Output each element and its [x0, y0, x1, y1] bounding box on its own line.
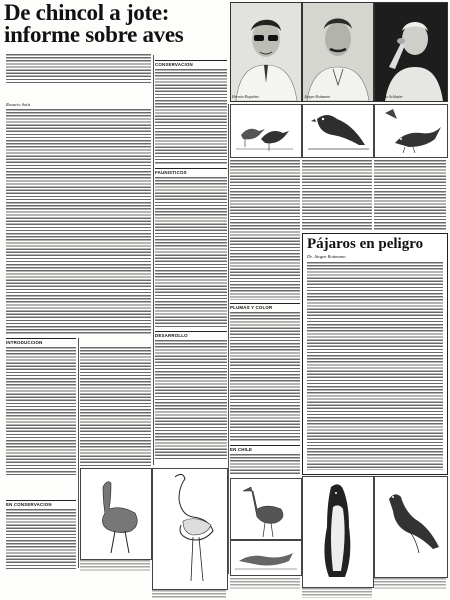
photo-caption-1: Hernán Riquelme	[232, 95, 259, 99]
penguin-drawing-icon	[302, 476, 374, 588]
column-rule	[153, 55, 154, 465]
small-birds-drawing-icon	[230, 104, 302, 158]
article-body-col3c	[230, 454, 300, 474]
subhead-conservacion: CONSERVACION	[155, 60, 227, 67]
stork-drawing-icon	[230, 478, 302, 540]
headline-line-2: informe sobre aves	[4, 22, 184, 47]
sidebar-byline: Dr. Jürgen Rottmann	[307, 254, 346, 259]
sidebar-body	[307, 262, 443, 470]
subhead-faunisticos: FAUNISTICOS	[155, 168, 227, 175]
column-rule	[228, 104, 229, 574]
article-lead	[6, 54, 151, 84]
subhead-en-conservacion: EN CONSERVACION	[6, 500, 76, 507]
caption-penguin	[302, 588, 372, 598]
flamingo-drawing-icon	[152, 468, 228, 590]
caption-flamingo	[152, 590, 226, 598]
rhea-drawing-icon	[80, 468, 152, 560]
subhead-plumas-y-color: PLUMAS Y COLOR	[230, 303, 300, 310]
article-body-col2	[155, 69, 227, 164]
article-body-col1b	[80, 347, 151, 475]
wader-drawing-icon	[230, 540, 302, 576]
sidebar-title: Pájaros en peligro	[307, 236, 424, 252]
perched-bird-drawing-icon	[302, 104, 374, 158]
sidebar-box	[302, 233, 448, 475]
column-rule	[78, 338, 79, 568]
hawk-drawing-icon	[374, 104, 448, 158]
article-headline	[4, 2, 222, 46]
caption-rhea	[80, 560, 150, 572]
photo-caption-2: Jürgen Rottmann	[304, 95, 331, 99]
subhead-en-chile: EN CHILE	[230, 445, 300, 452]
article-body-col5	[374, 160, 446, 230]
article-body-col1c	[6, 509, 76, 569]
article-body-col3	[230, 160, 300, 300]
pheasant-drawing-icon	[374, 476, 448, 578]
article-body-col1	[6, 109, 151, 334]
article-body-col3b	[230, 312, 300, 442]
photo-caption-3: Roberto Schlatter	[376, 95, 403, 99]
article-body-col2c	[155, 340, 227, 460]
caption-stork	[230, 578, 300, 590]
article-body-col2b	[155, 177, 227, 327]
caption-pheasant	[374, 578, 446, 590]
subhead-introduccion: INTRODUCCION	[6, 338, 76, 345]
subhead-desarrollo: DESARROLLO	[155, 331, 227, 338]
article-byline: Rosario Sotit	[6, 102, 31, 107]
photo-portrait-1	[230, 2, 302, 102]
photo-portrait-2	[302, 2, 374, 102]
article-body-col1a	[6, 347, 76, 475]
article-body-col4	[302, 160, 372, 230]
headline-line-1: De chincol a jote:	[4, 0, 170, 25]
photo-portrait-3	[374, 2, 448, 102]
